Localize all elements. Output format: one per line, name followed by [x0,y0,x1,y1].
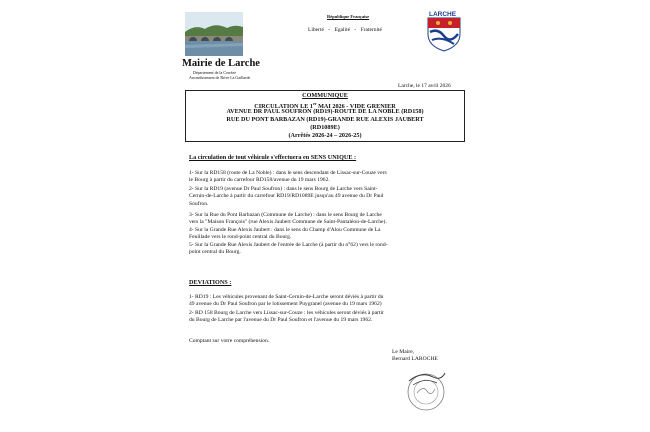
closing-text: Comptant sur votre compréhension. [189,338,270,344]
mayor-stamp-icon [403,367,449,413]
communique-line-5: (Arrêtés 2026-24 – 2026-25) [288,132,362,139]
mairie-title: Mairie de Larche [182,58,260,69]
deviation-item-1: 1- RD19 : Les véhicules provenant de Saint-Cernin-de-Larche seront déviés à partir du 49 avenue du Dr Paul Soufron par le lotissement Puygranel (avenue du 19 mars 1962) [189,294,384,308]
signature-name: Bernard LAROCHE [392,356,438,362]
communique-line-2: AVENUE DR PAUL SOUFRON (RD19)-ROUTE DE LA NOBLE (RD158) [226,108,424,115]
mairie-department: Département de la Corrèze [193,70,236,75]
signature-role: Le Maire, [392,349,415,355]
document-date: Larche, le 17 avril 2026 [398,83,451,89]
communique-line-1: CIRCULATION LE 1er MAI 2026 - VIDE GRENIER [254,101,396,111]
deviations-heading: DEVIATIONS : [189,279,232,286]
deviation-item-2: 2- RD 158 Bourg de Larche vers Lissac-sur-Couze : les véhicules seront déviés à partir du Bourg de Larche par l'avenue du Dr Paul Soufron et l'avenue du 19 mars 1962. [189,310,384,324]
devise-label: Liberté - Egalité - Fraternité [308,27,382,33]
sens-unique-heading: La circulation de tout véhicule s'effectuera en SENS UNIQUE : [189,154,357,161]
communique-line-3: RUE DU PONT BARBAZAN (RD19)-GRANDE RUE ALEXIS JAUBERT [226,116,424,123]
republique-label: République Française [327,14,370,19]
crest-label: LARCHE [429,11,457,18]
bridge-photo [185,12,243,56]
mairie-arrondissement: Arrondissement de Brive La Gaillarde [189,75,251,80]
communique-box [185,90,465,142]
communique-title: COMMUNIQUE [302,92,348,99]
sens-unique-item-1: 1- Sur la RD158 (route de La Noble) : dans le sens descendant de Lissac-sur-Couze vers le Bourg à partir du carrefour RD158/avenue du 19 mars 1962. [189,170,387,184]
communique-line-4: (RD1089E) [310,124,340,131]
sens-unique-item-3-5: 3- Sur la Rue du Pont Barbazan (Commune de Larche) : dans le sens Bourg de Larche vers la "Maison François" (rue Alexis Jaubert Commune de Saint-Pantaléon-de-Larche). 4- Sur la Grande Rue Alexis Jaubert : dans le sens du Champ d'Alou Commune de La Feuillade vers le rond-point central du Bourg. 5- Sur la Grande Rue Alexis Jaubert de l'entrée de Larche (à partir du n°62) vers le rond- point central du Bourg. [189,212,388,256]
sens-unique-item-2: 2- Sur la RD19 (avenue Dr Paul Soufron) : dans le sens Bourg de Larche vers Saint- Cernin-de-Larche à partir du carrefour RD19/RD1089E jusqu'au 49 avenue du Dr Paul Soufron. [189,186,384,207]
